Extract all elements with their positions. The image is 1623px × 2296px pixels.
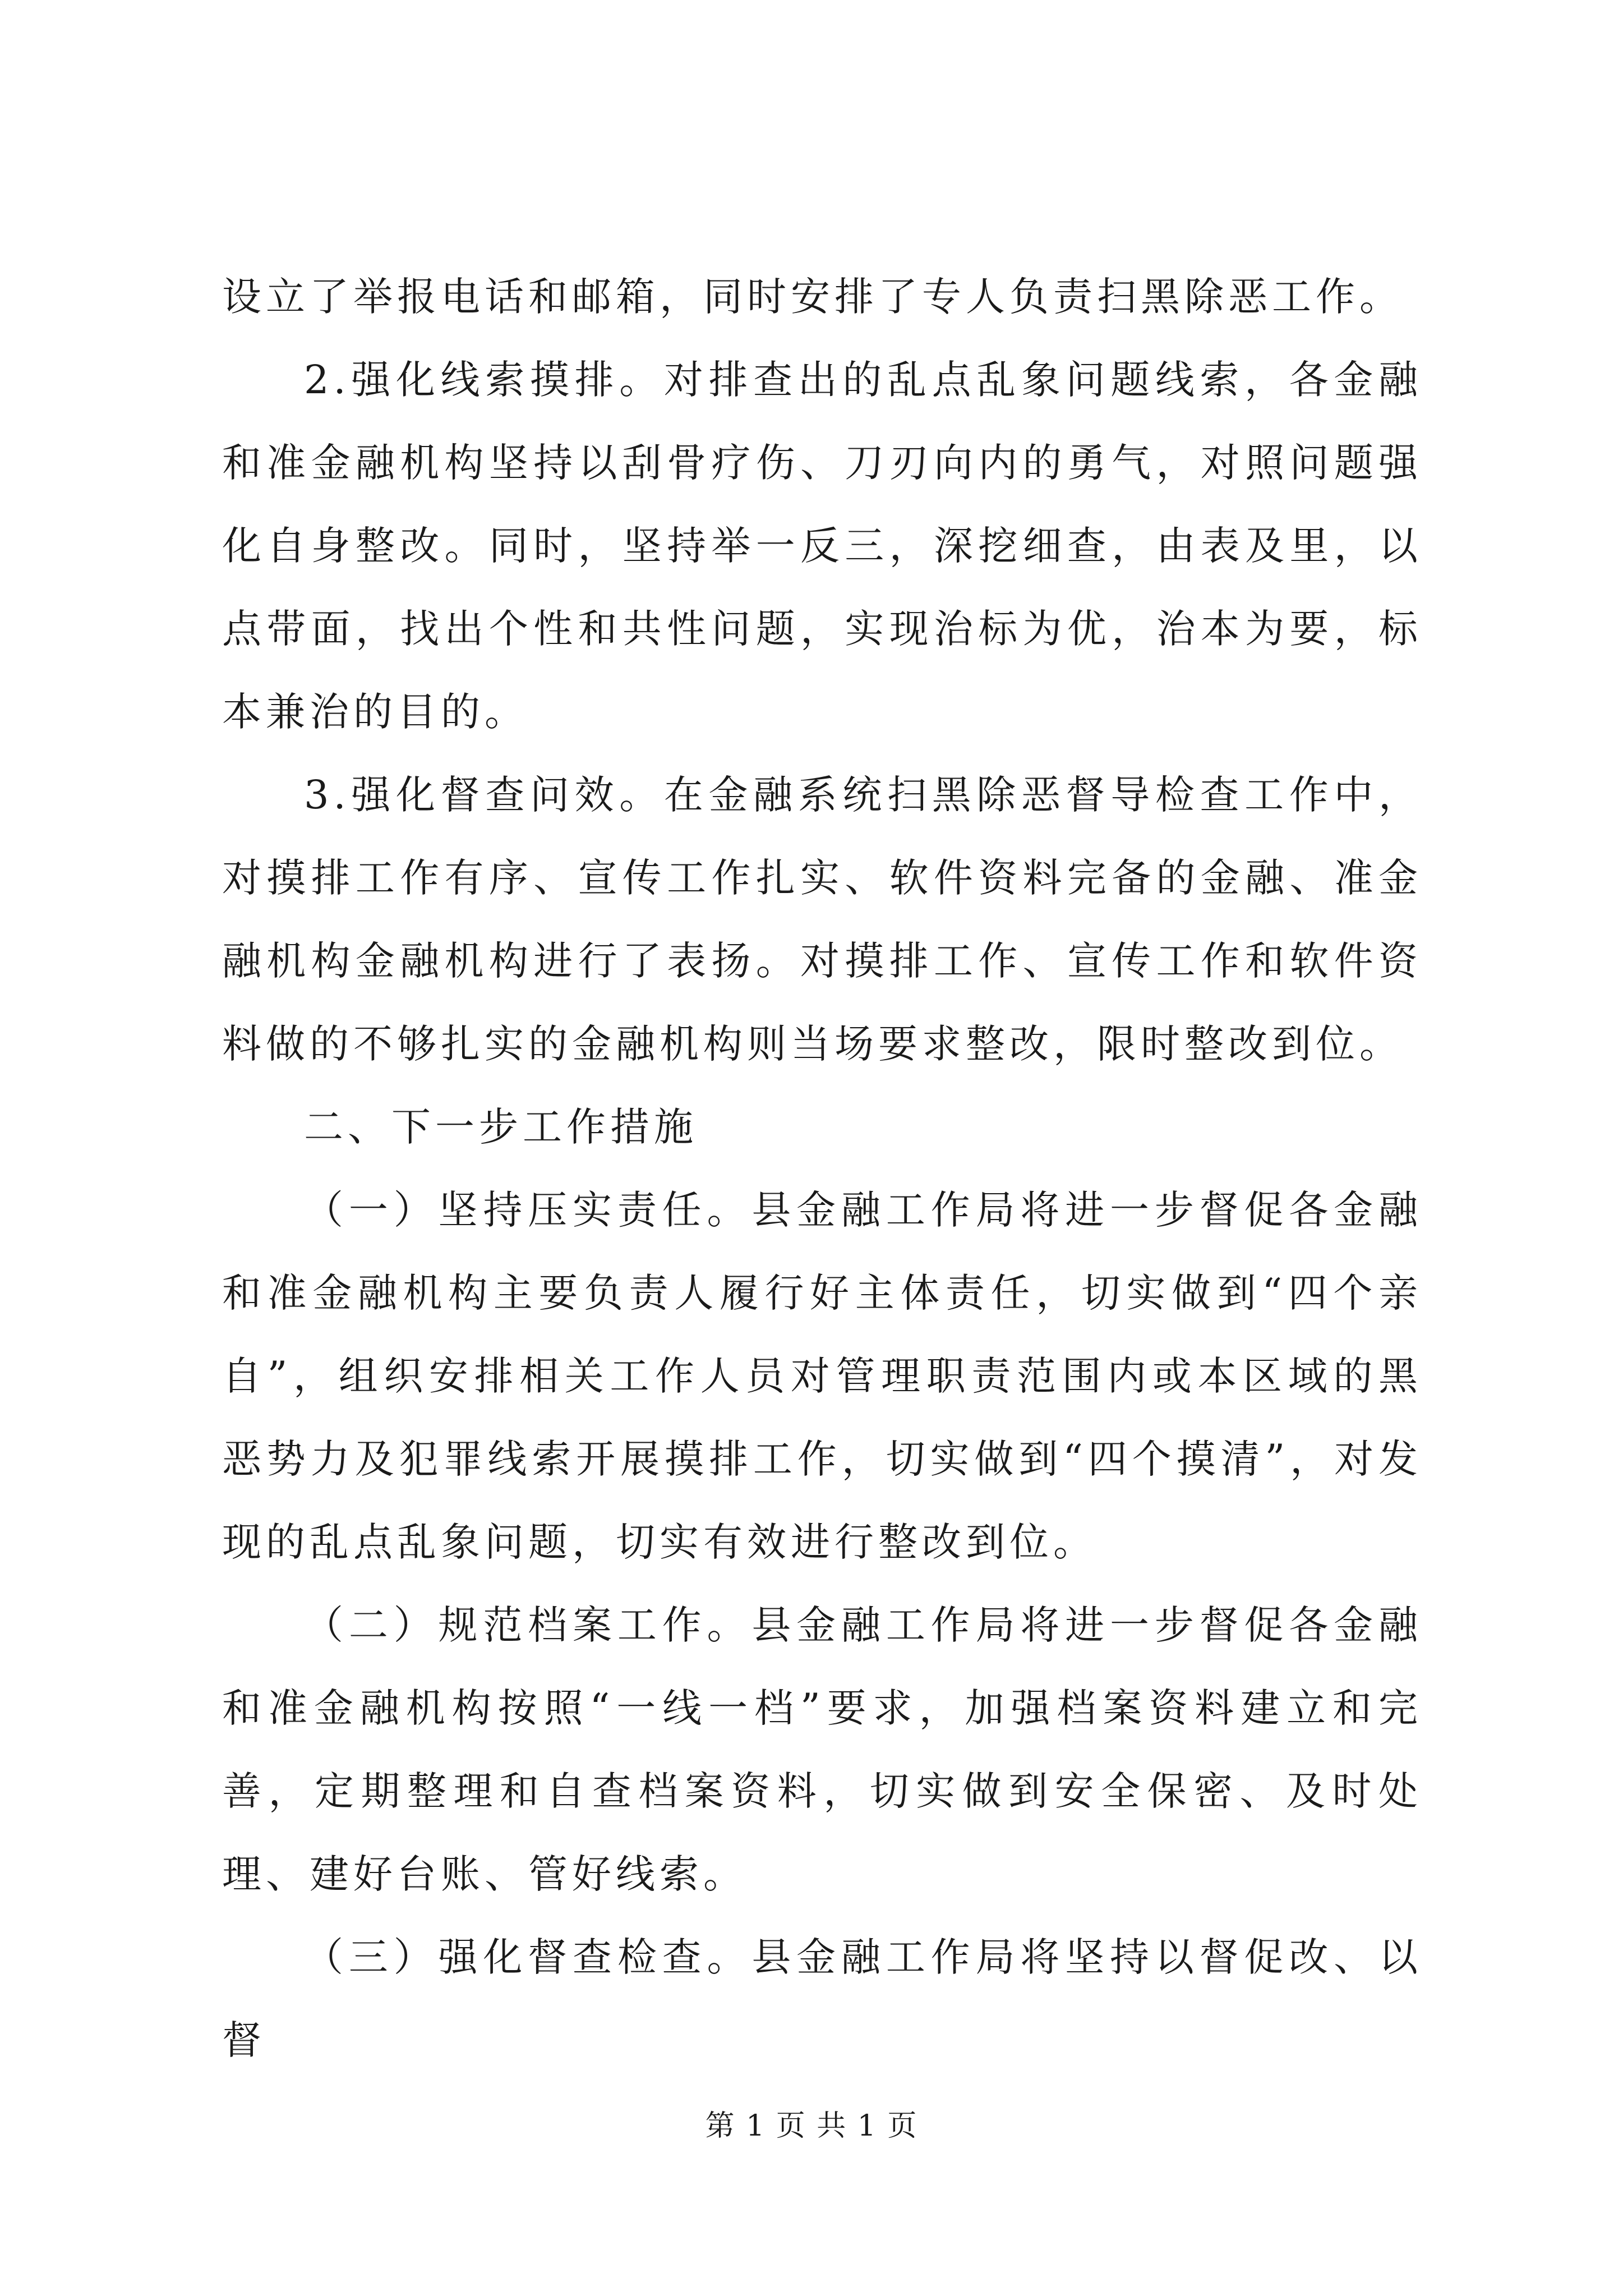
paragraph-inspection: （三）强化督查检查。县金融工作局将坚持以督促改、以督 [222, 1934, 1422, 2063]
paragraph-responsibility: （一）坚持压实责任。县金融工作局将进一步督促各金融和准金融机构主要负责人履行好主体责任，切实做到“四个亲自”，组织安排相关工作人员对管理职责范围内或本区域的黑恶势力及犯罪线索开展摸排工作，切实做到“四个摸清”，对发现的乱点乱象问题，切实有效进行整改到位。 [222, 1187, 1422, 1565]
page-number-footer: 第 1 页 共 1 页 [705, 2109, 918, 2143]
paragraph-continuation: 设立了举报电话和邮箱，同时安排了专人负责扫黑除恶工作。 [222, 274, 1403, 320]
paragraph-supervision-accountability: 3.强化督查问效。在金融系统扫黑除恶督导检查工作中，对摸排工作有序、宣传工作扎实、软件资料完备的金融、准金融机构金融机构进行了表扬。对摸排工作、宣传工作和软件资料做的不够扎实的金融机构则当场要求整改，限时整改到位。 [222, 772, 1422, 1067]
section-heading-next-steps: 二、下一步工作措施 [304, 1104, 698, 1150]
paragraph-clue-investigation: 2.强化线索摸排。对排查出的乱点乱象问题线索，各金融和准金融机构坚持以刮骨疗伤、刀刃向内的勇气，对照问题强化自身整改。同时，坚持举一反三，深挖细查，由表及里，以点带面，找出个性和共性问题，实现治标为优，治本为要，标本兼治的目的。 [222, 357, 1422, 735]
document-body [222, 255, 1422, 2082]
paragraph-archive-work: （二）规范档案工作。县金融工作局将进一步督促各金融和准金融机构按照“一线一档”要求，加强档案资料建立和完善，定期整理和自查档案资料，切实做到安全保密、及时处理、建好台账、管好线索。 [222, 1602, 1422, 1897]
